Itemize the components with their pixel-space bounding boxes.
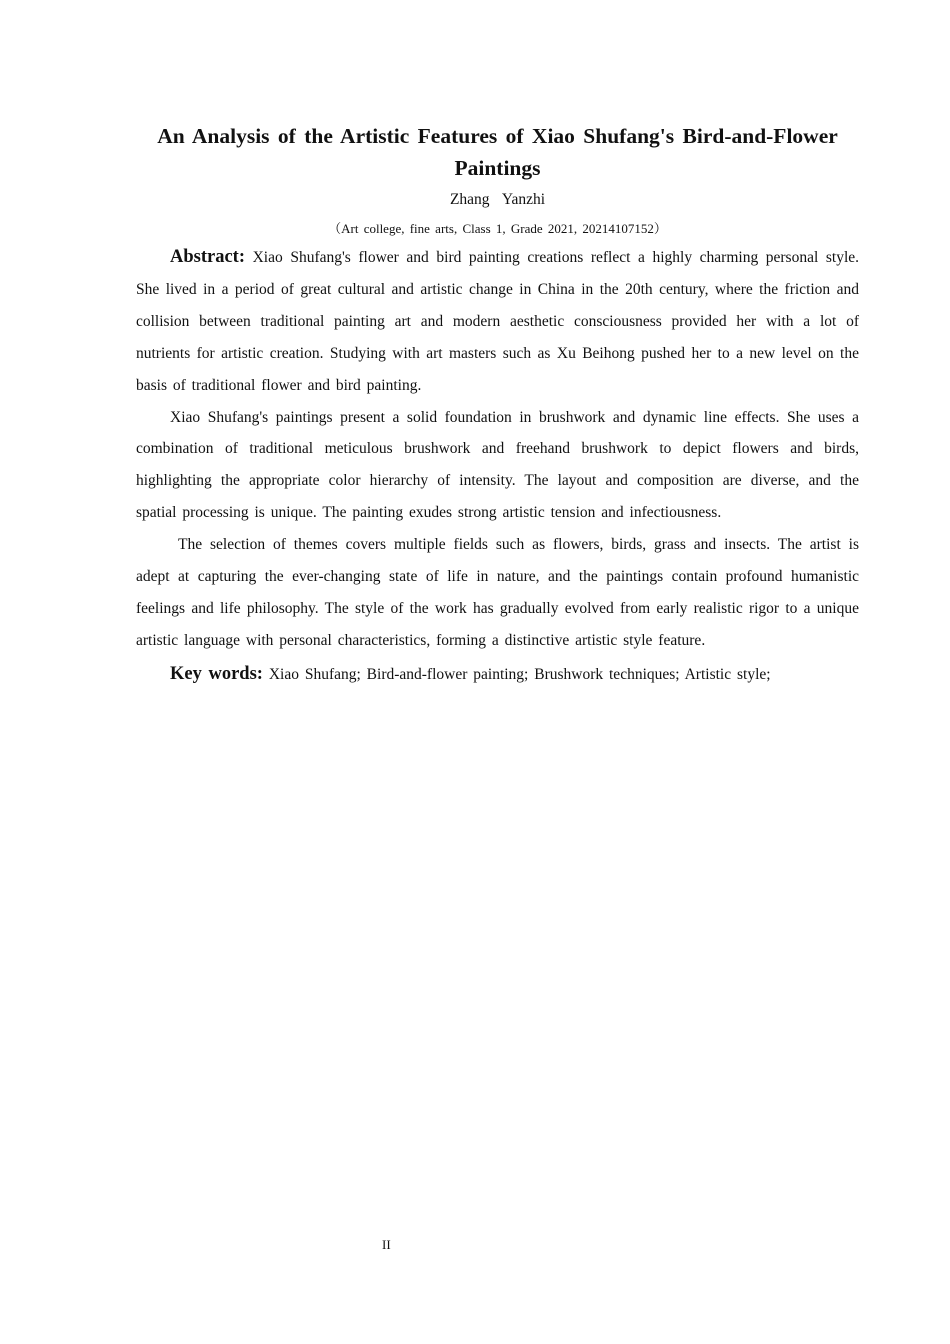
keywords-line xyxy=(136,658,859,691)
abstract-label: Abstract: xyxy=(170,247,246,267)
keywords-text: Xiao Shufang; Bird-and-flower painting; Brushwork techniques; Artistic style; xyxy=(268,665,771,683)
abstract-paragraph-2 xyxy=(136,402,859,530)
abstract-text-2: Xiao Shufang's paintings present a solid foundation in brushwork and dynamic line effects. She uses a combination of traditional meticulous brushwork and freehand brushwork to depict flowers and birds, highlighting the appropriate color hierarchy of intensity. The layout and composition are diverse, and the spatial processing is unique. The painting exudes strong artistic tension and infectiousness. xyxy=(136,408,859,522)
document-page xyxy=(136,120,859,691)
page-number: II xyxy=(382,1237,391,1252)
abstract-paragraph-1 xyxy=(136,242,859,402)
document-title: An Analysis of the Artistic Features of Xiao Shufang's Bird-and-Flower Paintings xyxy=(157,124,838,180)
author-name: Zhang Yanzhi xyxy=(449,191,546,208)
abstract-text-1: Xiao Shufang's flower and bird painting creations reflect a highly charming personal style. She lived in a period of great cultural and artistic change in China in the 20th century, where the friction and collision between traditional painting art and modern aesthetic consciousness provided her with a lot of nutrients for artistic creation. Studying with art masters such as Xu Beihong pushed her to a new level on the basis of traditional flower and bird painting. xyxy=(136,249,860,394)
abstract-paragraph-3 xyxy=(136,529,859,657)
abstract-text-3: The selection of themes covers multiple fields such as flowers, birds, grass and insects. The artist is adept at capturing the ever-changing state of life in nature, and the paintings contain profound humanistic feelings and life philosophy. The style of the work has gradually evolved from early realistic rigor to a unique artistic language with personal characteristics, forming a distinctive artistic style feature. xyxy=(136,536,859,649)
author-affiliation: （Art college, fine arts, Class 1, Grade 2021, 20214107152） xyxy=(328,221,667,236)
keywords-label: Key words: xyxy=(170,663,263,684)
